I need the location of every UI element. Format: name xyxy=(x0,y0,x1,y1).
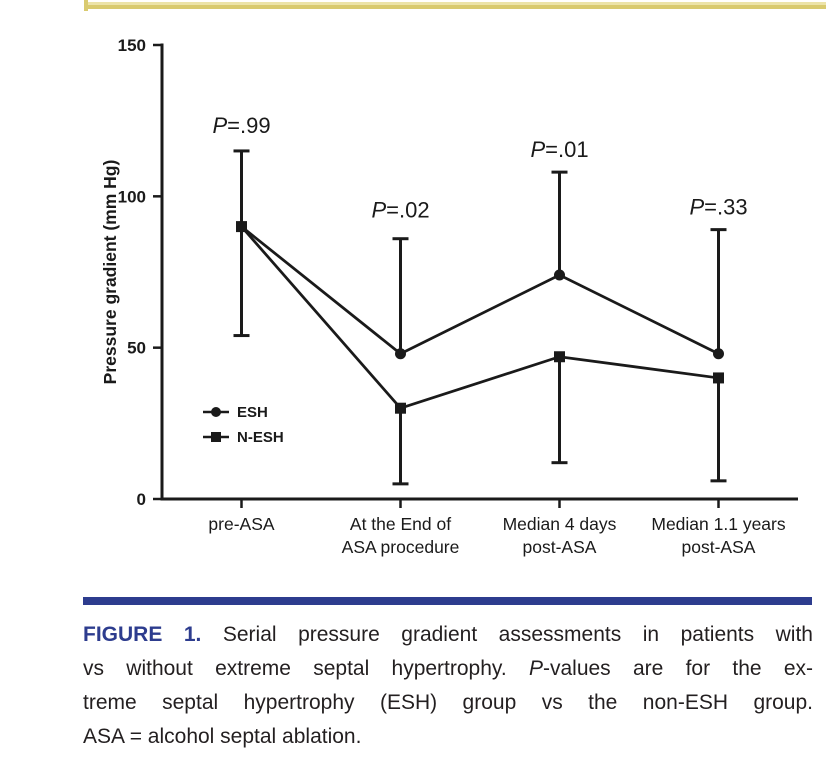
y-tick-label: 50 xyxy=(127,338,146,358)
data-point-square xyxy=(236,221,247,232)
p-value-text: =.01 xyxy=(545,136,589,162)
y-tick-label: 0 xyxy=(136,490,146,509)
p-value-text: =.33 xyxy=(704,194,748,220)
legend-label: ESH xyxy=(237,404,268,421)
legend-circle-marker xyxy=(211,407,221,417)
data-point-square xyxy=(395,403,406,414)
p-value-label xyxy=(212,113,270,138)
section-divider-rule xyxy=(83,597,812,605)
legend xyxy=(203,404,284,446)
x-category-label xyxy=(503,514,617,557)
y-axis-title: Pressure gradient (mm Hg) xyxy=(100,159,120,385)
p-value-annotations xyxy=(212,113,747,223)
p-value-label xyxy=(371,198,429,223)
p-symbol: P xyxy=(371,197,387,223)
x-category-line: ASA procedure xyxy=(341,537,460,557)
series-line-ESH xyxy=(242,227,719,354)
x-category-line: Median 4 days xyxy=(502,514,617,534)
p-value-label xyxy=(530,137,588,162)
error-bars-ESH xyxy=(234,151,727,354)
caption-text: P xyxy=(528,657,543,680)
data-point-square xyxy=(713,372,724,383)
caption-text: ASA = alcohol septal ablation. xyxy=(83,725,362,748)
p-value-label xyxy=(689,194,747,219)
x-category-line: Median 1.1 years xyxy=(651,514,786,534)
x-category-label xyxy=(651,514,785,557)
x-category-line: post-ASA xyxy=(681,537,756,557)
markers-N-ESH xyxy=(236,221,724,414)
p-symbol: P xyxy=(689,194,705,220)
x-category-line: pre-ASA xyxy=(208,514,275,534)
caption-line xyxy=(83,618,813,652)
x-category-line: post-ASA xyxy=(522,537,597,557)
p-symbol: P xyxy=(212,112,228,138)
y-ticks xyxy=(118,36,162,509)
x-category-line: At the End of xyxy=(349,514,452,534)
x-category-label xyxy=(342,514,460,557)
markers-ESH xyxy=(236,221,724,359)
p-value-text: =.02 xyxy=(386,197,430,223)
data-point-square xyxy=(554,351,565,362)
caption-text: -values are for the ex- xyxy=(542,657,813,680)
y-tick-label: 100 xyxy=(117,187,146,207)
figure-caption xyxy=(83,618,813,754)
caption-text: vs without extreme septal hypertrophy. xyxy=(83,657,529,680)
caption-text: Serial pressure gradient assessments in patients with xyxy=(201,623,813,646)
data-point-circle xyxy=(395,348,406,359)
y-tick-label: 150 xyxy=(117,36,146,55)
legend-square-marker xyxy=(211,432,221,442)
p-value-text: =.99 xyxy=(227,112,271,138)
x-category-label xyxy=(208,514,274,534)
p-symbol: P xyxy=(530,136,546,162)
x-ticks xyxy=(208,499,785,557)
caption-text: treme septal hypertrophy (ESH) group vs the non-ESH group. xyxy=(83,691,813,714)
caption-line xyxy=(83,652,813,686)
data-point-circle xyxy=(554,270,565,281)
legend-label: N-ESH xyxy=(237,429,284,446)
caption-line xyxy=(83,686,813,720)
error-bars-N-ESH xyxy=(234,227,727,484)
figure-number-label: FIGURE 1. xyxy=(83,623,202,646)
caption-line xyxy=(83,720,813,754)
data-point-circle xyxy=(713,348,724,359)
